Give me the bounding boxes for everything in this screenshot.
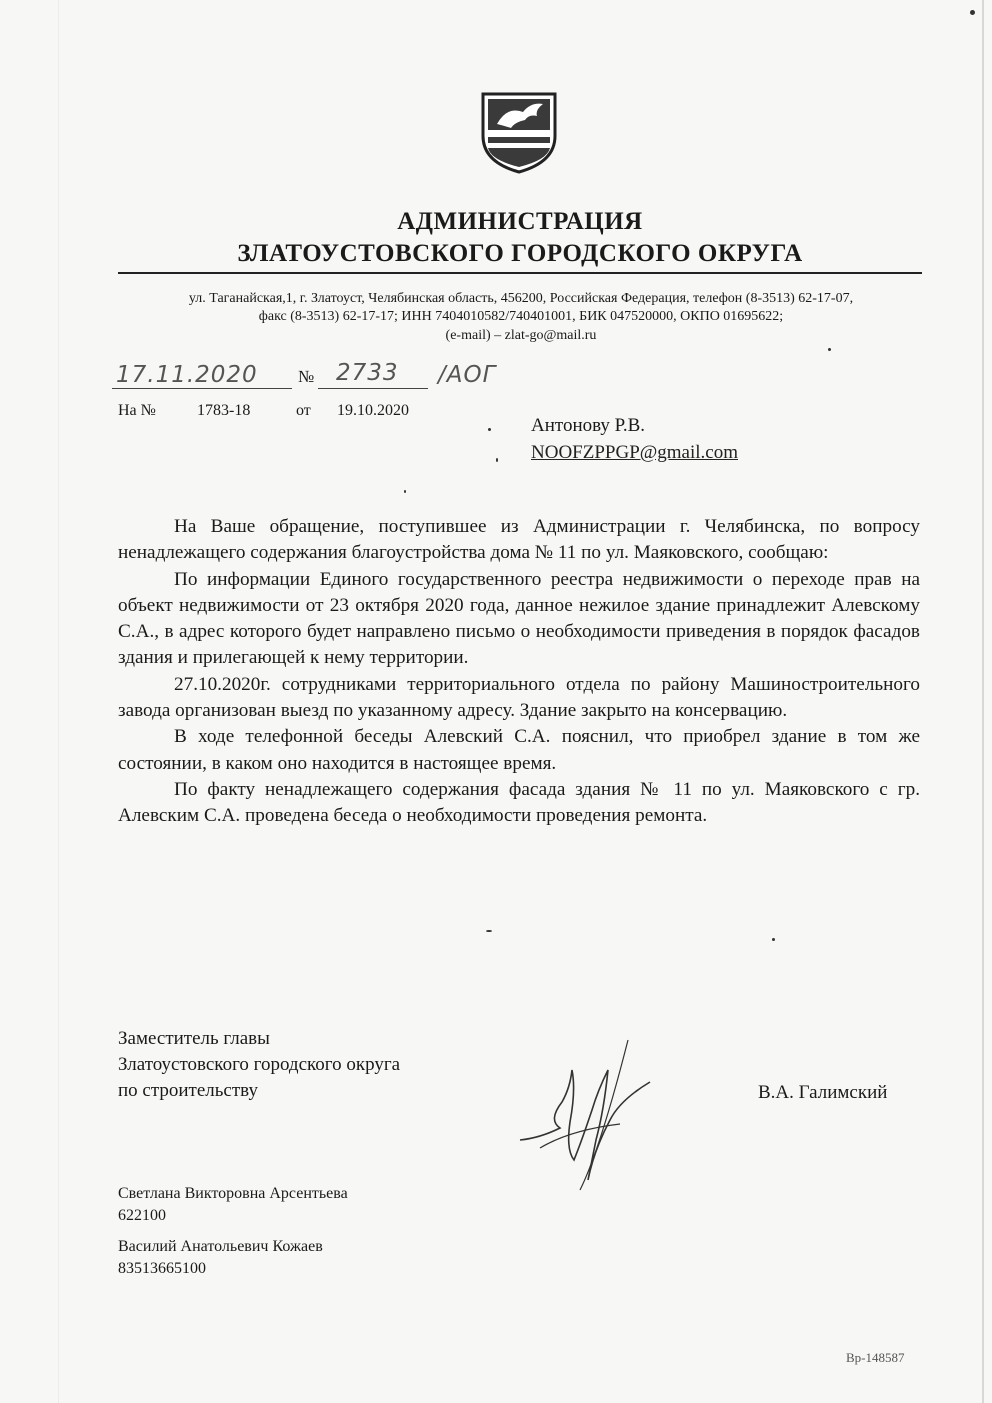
scan-speck (488, 428, 491, 431)
addressee-name: Антонову Р.В. (531, 415, 646, 436)
organization-name-line2: ЗЛАТОУСТОВСКОГО ГОРОДСКОГО ОКРУГА (237, 240, 803, 267)
scan-speck (404, 490, 406, 493)
scan-edge-right (982, 0, 984, 1403)
signatory-title-line: по строительству (118, 1080, 258, 1101)
email-line: (e-mail) – zlat-go@mail.ru (445, 328, 597, 343)
scan-speck (970, 10, 975, 15)
registration-number: Вр-148587 (846, 1350, 905, 1365)
scan-speck (828, 348, 831, 351)
letter-body (118, 514, 920, 830)
outgoing-date: 17.11.2020 (116, 362, 258, 388)
fax-details-line: факс (8-3513) 62-17-17; ИНН 7404010582/740401001, БИК 047520000, ОКПО 01695622; (258, 309, 784, 324)
outgoing-number-suffix: /АОГ (438, 362, 497, 388)
contact-phone: 83513665100 (118, 1260, 206, 1277)
outgoing-number: 2733 (336, 360, 399, 386)
signatory-name: В.А. Галимский (758, 1082, 888, 1103)
reference-number-label: На № (118, 402, 156, 419)
signatory-title-line: Златоустовского городского округа (118, 1054, 401, 1075)
body-paragraph: По факту ненадлежащего содержания фасада здания № 11 по ул. Маяковского с гр. Алевским С.А. проведена беседа о необходимости проведения ремонта. (118, 778, 920, 827)
addressee-email: NOOFZPPGP@gmail.com (531, 442, 738, 463)
contact-entry (118, 1236, 323, 1280)
signatory-title (118, 1026, 400, 1104)
contact-entry (118, 1183, 348, 1227)
reference-from-label: от (296, 402, 311, 419)
reference-number: 1783-18 (197, 402, 251, 419)
body-paragraph: В ходе телефонной беседы Алевский С.А. пояснил, что приобрел здание в том же состоянии, в каком оно находится в настоящее время. (118, 726, 920, 774)
reference-date: 19.10.2020 (337, 402, 409, 419)
handwritten-signature (500, 1030, 670, 1210)
organization-name: АДМИНИСТРАЦИЯ (397, 208, 643, 235)
coat-of-arms-emblem (479, 92, 559, 174)
body-paragraph: На Ваше обращение, поступившее из Администрации г. Челябинска, по вопросу ненадлежащего содержания благоустройства дома № 11 по ул. Маяковского, сообщаю: (118, 516, 920, 564)
address-line: ул. Таганайская,1, г. Златоуст, Челябинская область, 456200, Российская Федерация, телефон (8-3513) 62-17-07, (188, 291, 854, 306)
contact-phone: 622100 (118, 1207, 166, 1224)
body-paragraph: По информации Единого государственного реестра недвижимости о переходе прав на объект недвижимости от 23 октября 2020 года, данное нежилое здание принадлежит Алевскому С.А., в адрес которого будет направлено письмо о необходимости приведения в порядок фасадов здания и прилегающей к нему территории. (118, 568, 920, 669)
scan-speck (486, 930, 492, 932)
scan-speck (496, 458, 498, 462)
body-paragraph: 27.10.2020г. сотрудниками территориального отдела по району Машиностроительного завода организован выезд по указанному адресу. Здание закрыто на консервацию. (118, 673, 920, 722)
scan-edge-left (58, 0, 59, 1403)
outgoing-number-label: № (298, 367, 315, 386)
contact-name: Василий Анатольевич Кожаев (118, 1238, 323, 1255)
date-underline (112, 388, 292, 389)
signatory-title-line: Заместитель главы (118, 1028, 270, 1049)
number-underline (318, 388, 428, 389)
contact-name: Светлана Викторовна Арсентьева (118, 1185, 348, 1202)
scan-speck (772, 938, 775, 941)
header-divider (118, 272, 922, 274)
